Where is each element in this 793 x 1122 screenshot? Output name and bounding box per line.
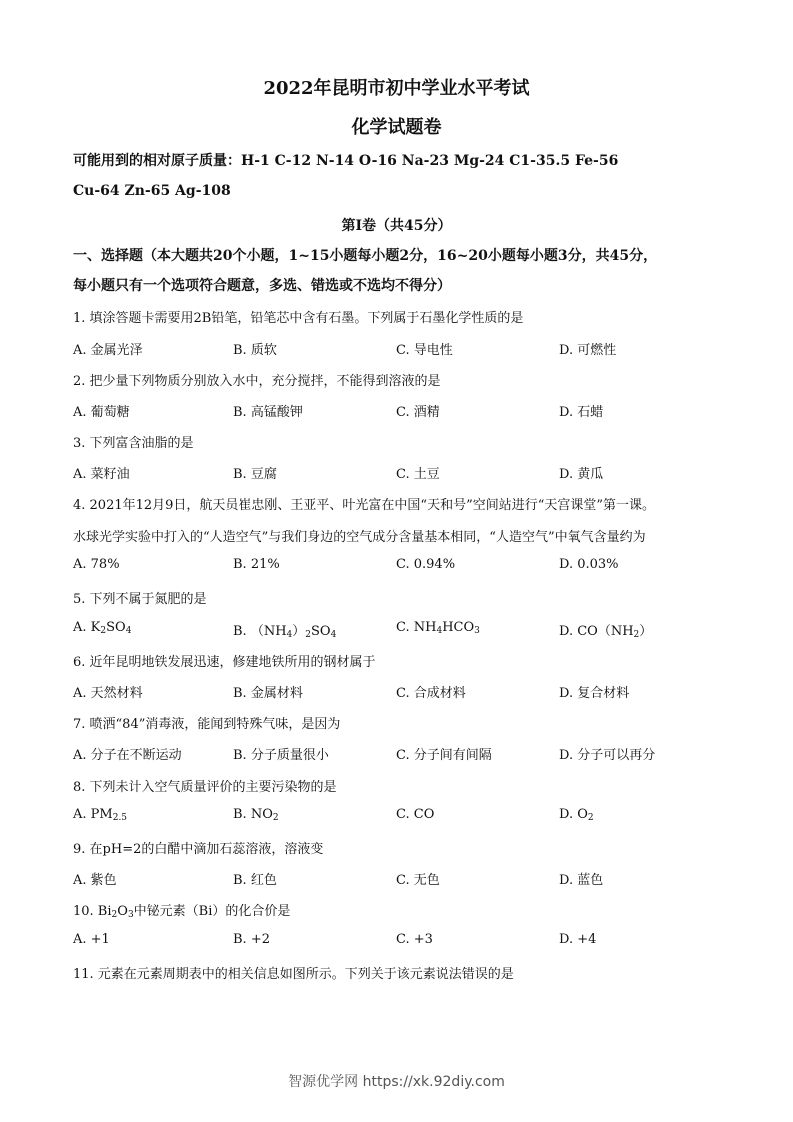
question-7-option-b: B. 分子质量很小 — [233, 748, 329, 763]
question-9-option-b: B. 红色 — [233, 873, 277, 888]
question-8-option-d: D. $O_2$ — [559, 807, 594, 823]
question-2-option-a: A. 葡萄糖 — [73, 405, 130, 420]
question-9-option-d: D. 蓝色 — [559, 873, 604, 888]
question-6-option-b: B. 金属材料 — [233, 686, 303, 701]
question-10-option-d: D. +4 — [559, 932, 597, 947]
question-2-option-b: B. 高锰酸钾 — [233, 405, 303, 420]
question-4-option-c: C. 0.94% — [396, 557, 456, 572]
atomic-mass-line-2: Cu-64 Zn-65 Ag-108 — [73, 183, 231, 199]
question-9-option-c: C. 无色 — [396, 873, 440, 888]
question-9-option-a: A. 紫色 — [73, 873, 117, 888]
question-5-option-d: D. $CO(NH_2)$ — [559, 624, 653, 640]
question-5-option-b: B. $(NH_4)_2SO_4$ — [233, 624, 337, 640]
question-2-option-c: C. 酒精 — [396, 405, 440, 420]
question-11-stem: 11. 元素在元素周期表中的相关信息如图所示。下列关于该元素说法错误的是 — [73, 967, 514, 982]
instructions-line-2: 每小题只有一个选项符合题意，多选、错选或不选均不得分） — [73, 278, 451, 294]
question-4-stem-line-1: 4. 2021年12月9日，航天员崔忠刚、王亚平、叶光富在中国“天和号”空间站进行“天宫课堂”第一课。 — [73, 498, 656, 513]
footer-watermark: 智源优学网 https://xk.92diy.com — [288, 1074, 505, 1090]
question-5-option-c: C. $NH_4HCO_3$ — [396, 620, 480, 636]
question-3-option-d: D. 黄瓜 — [559, 467, 604, 482]
question-7-option-a: A. 分子在不断运动 — [73, 748, 182, 763]
exam-subtitle: 化学试题卷 — [351, 117, 442, 138]
question-4-stem-line-2: 水球光学实验中打入的“人造空气”与我们身边的空气成分含量基本相同，“人造空气”中氧气含量约为 — [73, 530, 646, 545]
question-7-option-c: C. 分子间有间隔 — [396, 748, 492, 763]
question-6-option-d: D. 复合材料 — [559, 686, 630, 701]
question-5-option-a: A. $K_2SO_4$ — [73, 620, 132, 636]
question-10-option-b: B. +2 — [233, 932, 270, 947]
question-6-option-c: C. 合成材料 — [396, 686, 466, 701]
question-10-option-c: C. +3 — [396, 932, 433, 947]
question-2-option-d: D. 石蜡 — [559, 405, 604, 420]
question-6-stem: 6. 近年昆明地铁发展迅速，修建地铁所用的钢材属于 — [73, 655, 376, 670]
question-1-option-a: A. 金属光泽 — [73, 343, 143, 358]
question-1-stem: 1. 填涂答题卡需要用2B铅笔，铅笔芯中含有石墨。下列属于石墨化学性质的是 — [73, 311, 524, 326]
question-3-option-b: B. 豆腐 — [233, 467, 277, 482]
question-1-option-c: C. 导电性 — [396, 343, 453, 358]
question-10-stem: 10. $Bi_2O_3$中铋元素（Bi）的化合价是 — [73, 904, 291, 920]
question-3-stem: 3. 下列富含油脂的是 — [73, 436, 194, 451]
question-1-option-d: D. 可燃性 — [559, 343, 617, 358]
question-3-option-a: A. 菜籽油 — [73, 467, 130, 482]
question-9-stem: 9. 在pH=2的白醋中滴加石蕊溶液，溶液变 — [73, 842, 324, 857]
question-8-stem: 8. 下列未计入空气质量评价的主要污染物的是 — [73, 780, 337, 795]
section-heading: 第Ⅰ卷（共45分） — [341, 218, 452, 234]
question-3-option-c: C. 土豆 — [396, 467, 440, 482]
question-4-option-b: B. 21% — [233, 557, 280, 572]
question-4-option-d: D. 0.03% — [559, 557, 619, 572]
question-2-stem: 2. 把少量下列物质分别放入水中，充分搅拌，不能得到溶液的是 — [73, 374, 441, 389]
question-1-option-b: B. 质软 — [233, 343, 277, 358]
question-8-option-b: B. $NO_2$ — [233, 807, 279, 823]
question-7-stem: 7. 喷洒“84”消毒液，能闻到特殊气味，是因为 — [73, 717, 341, 732]
instructions-line-1: 一、选择题（本大题共20个小题，1~15小题每小题2分，16~20小题每小题3分，共45分， — [73, 248, 658, 264]
question-7-option-d: D. 分子可以再分 — [559, 748, 656, 763]
question-5-stem: 5. 下列不属于氮肥的是 — [73, 592, 207, 607]
question-10-option-a: A. +1 — [73, 932, 110, 947]
question-8-option-c: C. CO — [396, 807, 435, 822]
question-4-option-a: A. 78% — [73, 557, 120, 572]
question-8-option-a: A. $PM_{2.5}$ — [73, 807, 128, 823]
atomic-mass-line-1: 可能用到的相对原子质量：H-1 C-12 N-14 O-16 Na-23 Mg-24 C1-35.5 Fe-56 — [73, 153, 619, 169]
question-6-option-a: A. 天然材料 — [73, 686, 143, 701]
exam-title: 2022年昆明市初中学业水平考试 — [263, 78, 530, 99]
